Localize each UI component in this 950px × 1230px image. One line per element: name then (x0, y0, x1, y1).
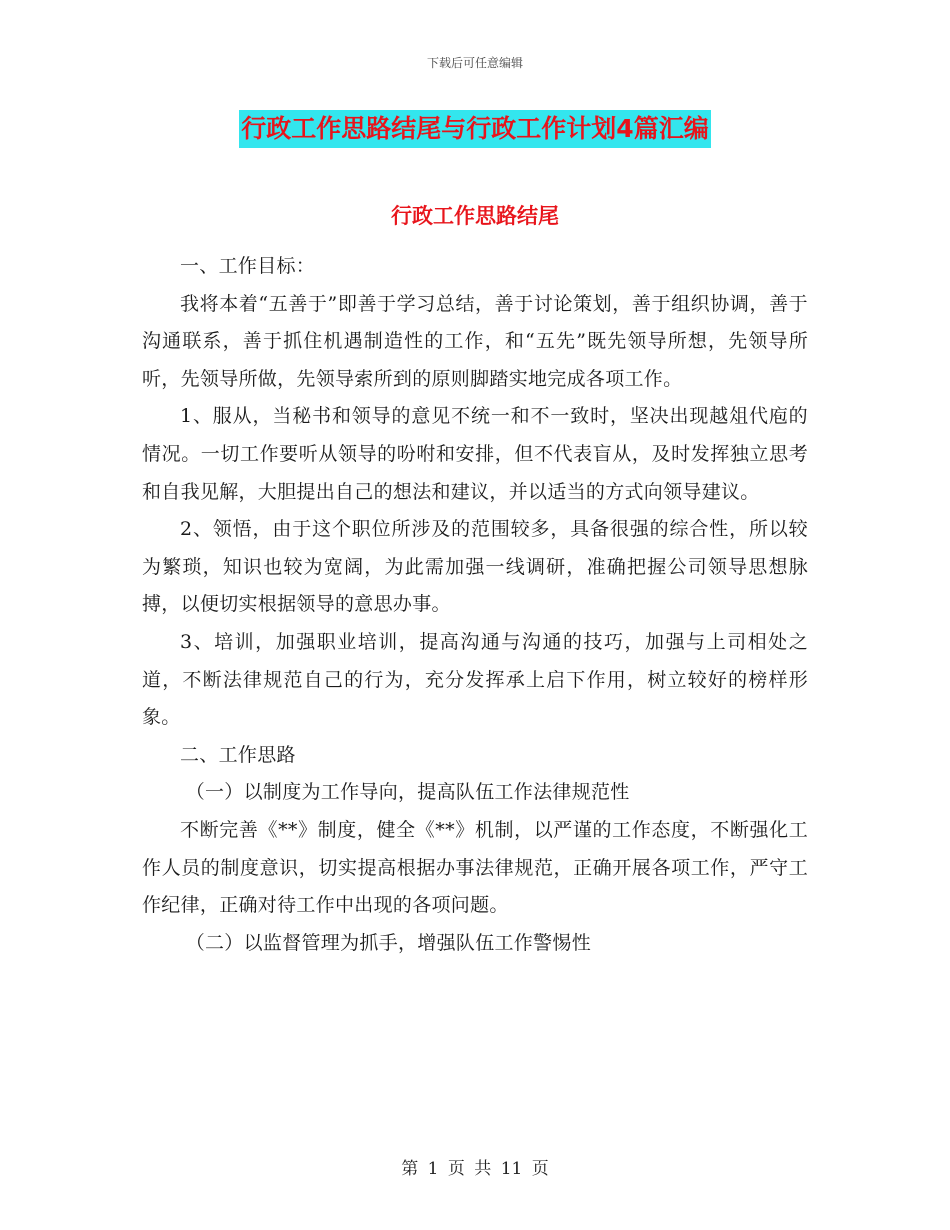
paragraph-comprehend: 2、领悟，由于这个职位所涉及的范围较多，具备很强的综合性，所以较为繁琐，知识也较为宽阔，为此需加强一线调研，准确把握公司领导思想脉搏，以便切实根据领导的意思办事。 (142, 518, 808, 616)
document-body (142, 248, 808, 962)
page-indicator: 第 1 页 共 11 页 (401, 1159, 549, 1179)
heading-work-goals: 一、工作目标： (180, 255, 316, 277)
document-title: 行政工作思路结尾与行政工作计划4篇汇编 (239, 110, 710, 148)
subheading-supervision: （二）以监督管理为抓手，增强队伍工作警惕性 (185, 931, 591, 954)
paragraph-obey: 1、服从，当秘书和领导的意见不统一和不一致时，坚决出现越俎代庖的情况。一切工作要听从领导的吩咐和安排，但不代表盲从，及时发挥独立思考和自我见解，大胆提出自己的想法和建议，并以适当的方式向领导建议。 (142, 405, 808, 503)
document-title-container (0, 110, 950, 148)
heading-work-approach: 二、工作思路 (180, 743, 296, 766)
paragraph-principles: 我将本着“五善于”即善于学习总结，善于讨论策划，善于组织协调，善于沟通联系，善于抓住机遇制造性的工作，和“五先”既先领导所想，先领导所听，先领导所做，先领导索所到的原则脚踏实地完成各项工作。 (142, 292, 808, 390)
header-note: 下载后可任意编辑 (426, 56, 523, 70)
subheading-institution: （一）以制度为工作导向，提高队伍工作法律规范性 (185, 781, 630, 804)
paragraph-institution: 不断完善《**》制度，健全《**》机制，以严谨的工作态度，不断强化工作人员的制度意识，切实提高根据办事法律规范，正确开展各项工作，严守工作纪律，正确对待工作中出现的各项问题。 (142, 818, 808, 917)
section-title: 行政工作思路结尾 (391, 204, 559, 228)
paragraph-training: 3、培训，加强职业培训，提高沟通与沟通的技巧，加强与上司相处之道，不断法律规范自己的行为，充分发挥承上启下作用，树立较好的榜样形象。 (142, 630, 808, 729)
